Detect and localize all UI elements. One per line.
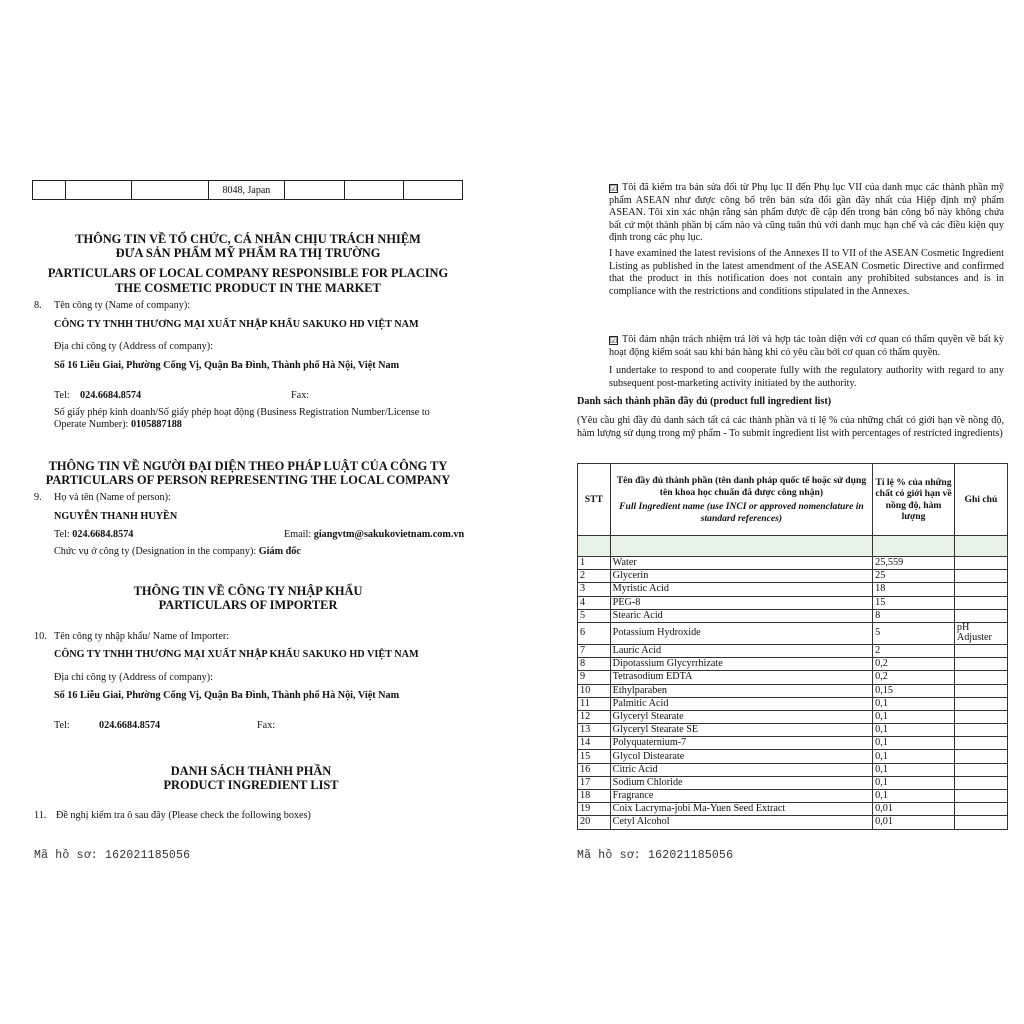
ingredient-title-vi: DANH SÁCH THÀNH PHẦN — [170, 764, 332, 778]
cell-pct: 0,2 — [873, 671, 955, 684]
license-value: 0105887188 — [130, 419, 182, 430]
cell-pct: 2 — [873, 644, 955, 657]
importer-title-vi: THÔNG TIN VỀ CÔNG TY NHẬP KHẨU — [133, 584, 363, 598]
ingredient-table-body — [578, 536, 1008, 830]
table-row — [578, 763, 1008, 776]
cell-note — [954, 763, 1007, 776]
cell-note — [954, 750, 1007, 763]
cell-note — [954, 684, 1007, 697]
top-cell — [33, 181, 66, 200]
person-name-value: NGUYỄN THANH HUYỀN — [54, 511, 178, 522]
cell-name: Tetrasodium EDTA — [610, 671, 872, 684]
designation-value: Giám đốc — [258, 546, 301, 557]
person-email-label: Email: — [284, 529, 312, 540]
cell-note — [954, 697, 1007, 710]
license-label-1: Số giấy phép kinh doanh/Số giấy phép hoạt động (Business Registration Number/License to — [54, 407, 430, 418]
company-address-label: Địa chỉ công ty (Address of company): — [54, 341, 213, 352]
company-tel-value: 024.6684.8574 — [80, 390, 142, 401]
cell-pct: 0,1 — [873, 763, 955, 776]
designation-label: Chức vụ ở công ty (Designation in the company): — [54, 546, 257, 557]
cell-pct: 8 — [873, 609, 955, 622]
cell-pct: 0,1 — [873, 724, 955, 737]
cell-pct: 0,15 — [873, 684, 955, 697]
ingredient-list-title: Danh sách thành phần đầy đủ (product full ingredient list) — [577, 396, 832, 407]
company-name-label: Tên công ty (Name of company): — [54, 300, 191, 311]
check-boxes-label: Đề nghị kiểm tra ô sau đây (Please check the following boxes) — [56, 810, 311, 821]
cell-pct: 0,1 — [873, 790, 955, 803]
cell-pct: 15 — [873, 596, 955, 609]
checkbox-checked-icon[interactable]: ☑ — [610, 336, 618, 345]
cell-note — [954, 596, 1007, 609]
top-cell — [65, 181, 131, 200]
importer-address-value: Số 16 Liễu Giai, Phường Cống Vị, Quận Ba Đình, Thành phố Hà Nội, Việt Nam — [54, 690, 400, 701]
top-cell — [131, 181, 208, 200]
cell-name: Glycol Distearate — [610, 750, 872, 763]
table-row — [578, 697, 1008, 710]
company-title-en-1: PARTICULARS OF LOCAL COMPANY RESPONSIBLE FOR PLACING — [47, 266, 449, 280]
cell-name: Glycerin — [610, 570, 872, 583]
cell-pct: 0,1 — [873, 750, 955, 763]
cell-note — [954, 790, 1007, 803]
cell-pct: 25,559 — [873, 557, 955, 570]
cell-pct: 0,1 — [873, 737, 955, 750]
cell-stt: 20 — [578, 816, 611, 829]
table-row — [578, 803, 1008, 816]
importer-address-label: Địa chỉ công ty (Address of company): — [54, 672, 213, 683]
cell-name: Glyceryl Stearate SE — [610, 724, 872, 737]
cell-note — [954, 710, 1007, 723]
section-number: 10. — [34, 631, 47, 642]
cell-pct: 18 — [873, 583, 955, 596]
table-row — [578, 609, 1008, 622]
declaration-2-vi-text: Tôi đảm nhận trách nhiệm trả lời và hợp tác toàn diện với cơ quan có thẩm quyền về bất kỳ hoạt động kiểm soát sau khi bán hàng khi có yêu cầu bởi cơ quan có thẩm quyền. — [609, 334, 1004, 358]
ingredient-table — [577, 463, 1008, 830]
cell-note — [954, 724, 1007, 737]
cell-pct: 0,1 — [873, 697, 955, 710]
cell-note — [954, 570, 1007, 583]
cell-note — [954, 803, 1007, 816]
representative-title-en: PARTICULARS OF PERSON REPRESENTING THE LOCAL COMPANY — [45, 473, 451, 487]
person-email-value: giangvtm@sakukovietnam.com.vn — [313, 529, 465, 540]
col-header-name — [610, 464, 872, 536]
table-row — [578, 658, 1008, 671]
importer-name-value: CÔNG TY TNHH THƯƠNG MẠI XUẤT NHẬP KHẨU SAKUKO HD VIỆT NAM — [54, 649, 419, 660]
table-row — [578, 596, 1008, 609]
table-row — [578, 644, 1008, 657]
cell-stt: 8 — [578, 658, 611, 671]
importer-tel-value: 024.6684.8574 — [99, 720, 161, 731]
cell-stt: 4 — [578, 596, 611, 609]
license-label-2: Operate Number): — [54, 419, 129, 430]
importer-title-en: PARTICULARS OF IMPORTER — [158, 598, 338, 612]
person-name-label: Họ và tên (Name of person): — [54, 492, 171, 503]
table-row — [578, 710, 1008, 723]
cell-name: Fragrance — [610, 790, 872, 803]
cell-name: Coix Lacryma-jobi Ma-Yuen Seed Extract — [610, 803, 872, 816]
ingredient-title-en: PRODUCT INGREDIENT LIST — [163, 778, 339, 792]
table-row — [578, 790, 1008, 803]
cell-stt: 2 — [578, 570, 611, 583]
cell-name: Palmitic Acid — [610, 697, 872, 710]
section-number: 11. — [34, 810, 47, 821]
cell-stt: 3 — [578, 583, 611, 596]
top-cell: 8048, Japan — [208, 181, 285, 200]
cell-note — [954, 644, 1007, 657]
file-code: Mã hồ sơ: 162021185056 — [577, 849, 734, 862]
cell-pct: 5 — [873, 622, 955, 644]
company-title-en-2: THE COSMETIC PRODUCT IN THE MARKET — [115, 281, 381, 295]
top-cells-row — [32, 180, 463, 200]
cell-note — [954, 737, 1007, 750]
checkbox-checked-icon[interactable]: ☑ — [610, 184, 618, 193]
company-name-value: CÔNG TY TNHH THƯƠNG MẠI XUẤT NHẬP KHẨU SAKUKO HD VIỆT NAM — [54, 319, 419, 330]
table-row — [578, 737, 1008, 750]
cell-stt: 17 — [578, 776, 611, 789]
declaration-1-vi-text: Tôi đã kiểm tra bản sửa đổi từ Phụ lục II đến Phụ lục VII của danh mục các thành phần mỹ phẩm ASEAN như được công bố trên bản sửa đổi gần đây nhất của Hiệp định mỹ phẩm ASEAN. Tôi xin xác nhận rằng sản phẩm được đề cập đến trong bản công bố này không chứa bất cứ một thành phần bị cấm nào và cũng tuân thủ với danh mục hạn chế và các điều kiện quy định trong các phụ lục. — [609, 182, 1004, 244]
table-row — [578, 622, 1008, 644]
declaration-2-vi — [609, 334, 1004, 359]
col-header-stt: STT — [578, 464, 611, 536]
table-row — [578, 816, 1008, 829]
top-cell — [344, 181, 403, 200]
cell-stt: 10 — [578, 684, 611, 697]
cell-stt: 16 — [578, 763, 611, 776]
col-header-name-en: Full Ingredient name (use INCI or approved nomenclature in standard references) — [619, 501, 864, 524]
license-row — [54, 419, 182, 432]
cell-pct: 0,2 — [873, 658, 955, 671]
declaration-2-en: I undertake to respond to and cooperate fully with the regulatory authority with regard to any subsequent post-marketing activity initiated by the authority. — [609, 365, 1004, 389]
cell-name: Glyceryl Stearate — [610, 710, 872, 723]
person-tel-value: 024.6684.8574 — [72, 529, 134, 540]
cell-name: Potassium Hydroxide — [610, 622, 872, 644]
table-row — [578, 684, 1008, 697]
cell-note — [954, 776, 1007, 789]
cell-pct: 25 — [873, 570, 955, 583]
company-title-vi-2: ĐƯA SẢN PHẨM MỸ PHẨM RA THỊ TRƯỜNG — [115, 246, 381, 260]
table-row — [578, 724, 1008, 737]
cell-name: Sodium Chloride — [610, 776, 872, 789]
person-tel-row — [54, 529, 133, 542]
importer-fax-label: Fax: — [257, 720, 276, 731]
cell-pct: 0,01 — [873, 816, 955, 829]
cell-stt: 12 — [578, 710, 611, 723]
company-address-value: Số 16 Liễu Giai, Phường Cống Vị, Quận Ba Đình, Thành phố Hà Nội, Việt Nam — [54, 360, 400, 371]
declaration-1-vi — [609, 182, 1004, 245]
cell-pct: 0,1 — [873, 776, 955, 789]
table-row — [578, 671, 1008, 684]
cell-name: Polyquaternium-7 — [610, 737, 872, 750]
company-tel-label: Tel: — [54, 390, 70, 401]
cell-stt: 1 — [578, 557, 611, 570]
cell-stt: 11 — [578, 697, 611, 710]
cell-name: Cetyl Alcohol — [610, 816, 872, 829]
company-fax-label: Fax: — [291, 390, 310, 401]
top-cell — [403, 181, 462, 200]
cell-name: Dipotassium Glycyrrhizate — [610, 658, 872, 671]
cell-name: Stearic Acid — [610, 609, 872, 622]
cell-stt: 15 — [578, 750, 611, 763]
file-code: Mã hồ sơ: 162021185056 — [34, 849, 191, 862]
importer-tel-label: Tel: — [54, 720, 70, 731]
cell-name: Lauric Acid — [610, 644, 872, 657]
col-header-note: Ghi chú — [954, 464, 1007, 536]
company-title-vi-1: THÔNG TIN VỀ TỔ CHỨC, CÁ NHÂN CHỊU TRÁCH NHIỆM — [75, 232, 421, 246]
cell-note — [954, 671, 1007, 684]
cell-name: Myristic Acid — [610, 583, 872, 596]
cell-stt: 13 — [578, 724, 611, 737]
cell-name: Ethylparaben — [610, 684, 872, 697]
designation-row — [54, 546, 301, 559]
cell-stt: 14 — [578, 737, 611, 750]
cell-stt: 19 — [578, 803, 611, 816]
importer-name-label: Tên công ty nhập khẩu/ Name of Importer: — [54, 631, 230, 642]
cell-stt: 5 — [578, 609, 611, 622]
table-row — [578, 750, 1008, 763]
table-row — [578, 583, 1008, 596]
cell-note — [954, 658, 1007, 671]
table-row — [578, 776, 1008, 789]
cell-stt: 6 — [578, 622, 611, 644]
cell-name: Water — [610, 557, 872, 570]
representative-title-vi: THÔNG TIN VỀ NGƯỜI ĐẠI DIỆN THEO PHÁP LUẬT CỦA CÔNG TY — [48, 459, 448, 473]
cell-note — [954, 583, 1007, 596]
person-tel-label: Tel: — [54, 529, 70, 540]
table-row — [578, 570, 1008, 583]
cell-stt: 7 — [578, 644, 611, 657]
col-header-name-vi: Tên đầy đủ thành phần (tên danh pháp quốc tế hoặc sử dụng tên khoa học chuẩn đã được công nhận) — [616, 475, 867, 498]
cell-pct: 0,01 — [873, 803, 955, 816]
cell-name: Citric Acid — [610, 763, 872, 776]
table-spacer-row — [578, 536, 1008, 557]
cell-stt: 9 — [578, 671, 611, 684]
table-row — [578, 557, 1008, 570]
cell-note — [954, 557, 1007, 570]
top-cell — [285, 181, 344, 200]
section-number: 9. — [34, 492, 42, 503]
cell-name: PEG-8 — [610, 596, 872, 609]
col-header-pct: Tỉ lệ % của những chất có giới hạn về nồng độ, hàm lượng — [873, 464, 955, 536]
person-email-row — [284, 529, 464, 542]
cell-pct: 0,1 — [873, 710, 955, 723]
cell-note: pH Adjuster — [954, 622, 1007, 644]
ingredient-list-note: (Yêu cầu ghi đầy đủ danh sách tất cả các thành phần và tỉ lệ % của những chất có giới hạn về nồng độ, hàm lượng sử dụng trong mỹ phẩm - To submit ingredient list with percentages of restricted ingredients) — [577, 415, 1004, 439]
cell-note — [954, 816, 1007, 829]
declaration-1-en: I have examined the latest revisions of the Annexes II to VII of the ASEAN Cosmetic Ingredient Listing as published in the latest amendment of the ASEAN Cosmetic Directive and confirmed that the product in this notification does not contain any prohibited substances and is in compliance with the restrictions and conditions stipulated in the Annexes. — [609, 248, 1004, 297]
cell-note — [954, 609, 1007, 622]
section-number: 8. — [34, 300, 42, 311]
cell-stt: 18 — [578, 790, 611, 803]
